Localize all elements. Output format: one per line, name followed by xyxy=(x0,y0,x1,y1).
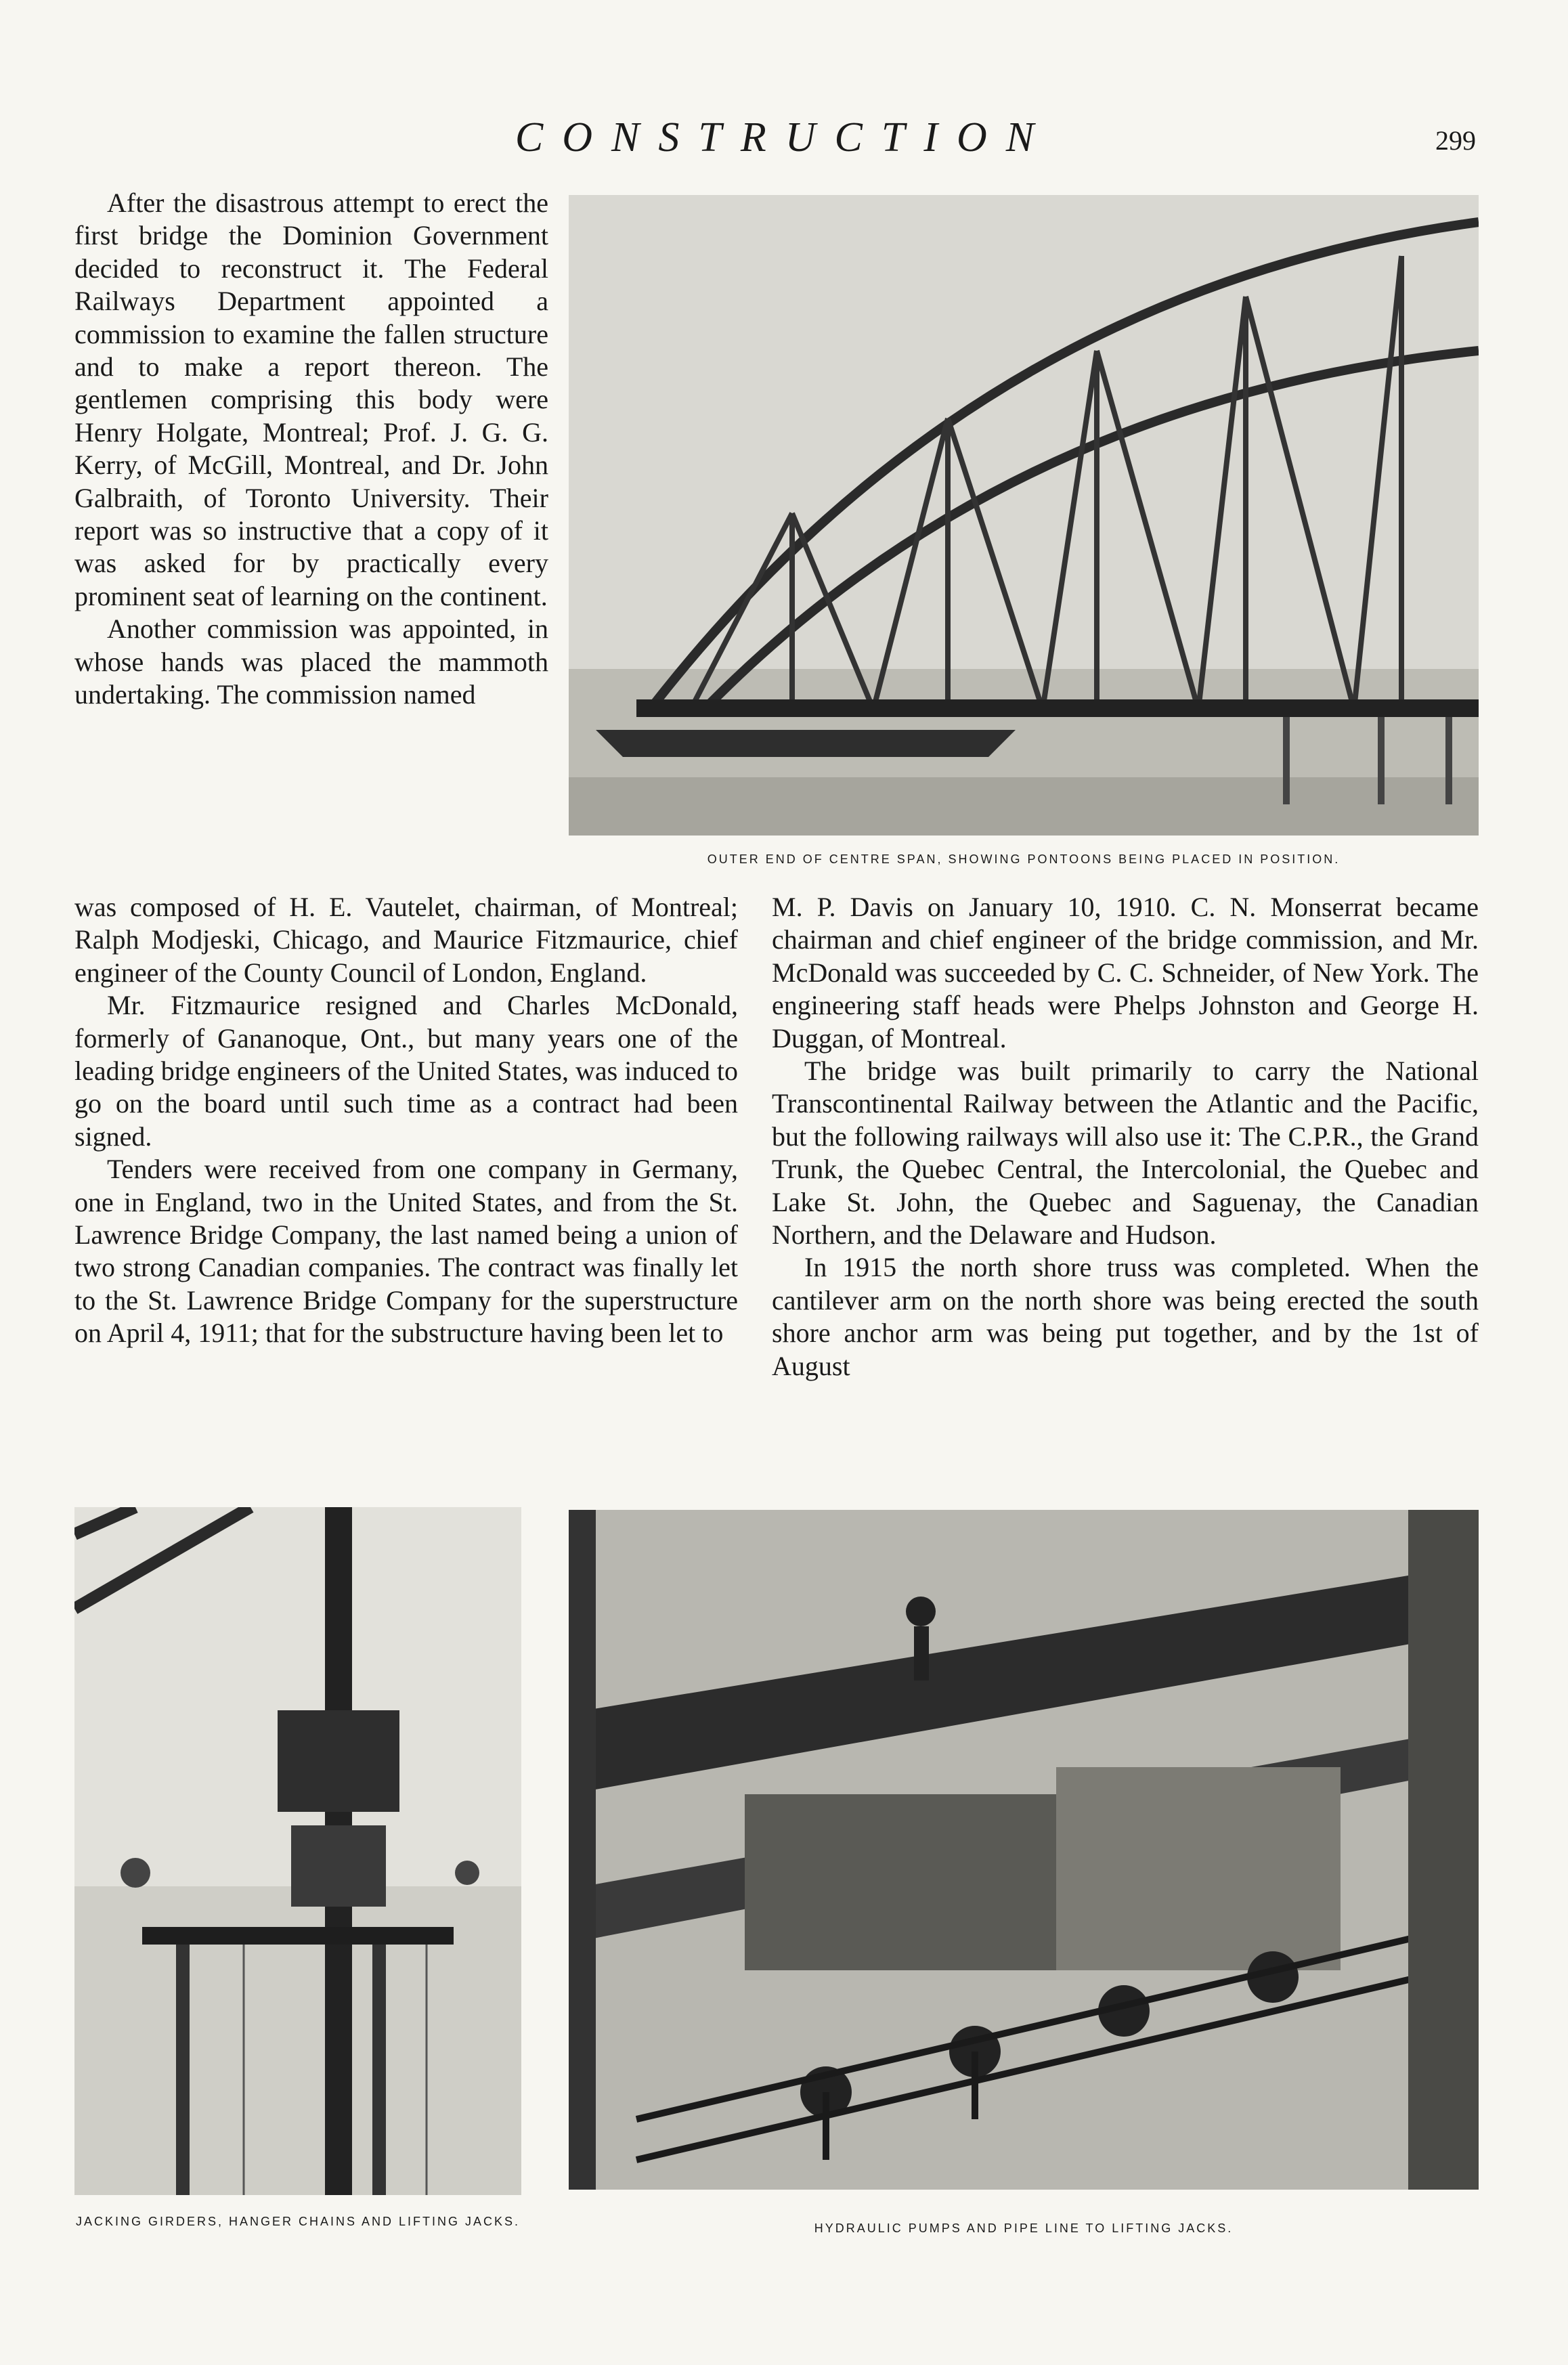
paragraph: Tenders were received from one company in Germany, one in England, two in the United States, and from the St. Lawrence Bridge Company, the last named being a union of two strong Canadian companies. The contract was finally let to the St. Lawrence Bridge Company for the superstructure on April 4, 1911; that for the substructure having been let to xyxy=(74,1154,738,1349)
paragraph: Mr. Fitzmaurice resigned and Charles McDonald, formerly of Gananoque, Ont., but many years one of the leading bridge engineers of the United States, was induced to go on the board until such time as a contract had been signed. xyxy=(74,990,738,1152)
running-header: CONSTRUCTION xyxy=(515,114,1053,160)
photo-jacking-girders xyxy=(74,1507,521,2195)
paragraph: M. P. Davis on January 10, 1910. C. N. Monserrat became chairman and chief engineer of the bridge commission, and Mr. McDonald was succeeded by C. C. Schneider, of New York. The engineering staff heads were Phelps Johnston and George H. Duggan, of Montreal. xyxy=(772,892,1479,1054)
column-left-top xyxy=(74,187,548,712)
paragraph: After the disastrous attempt to erect the first bridge the Dominion Government decided to reconstruct it. The Federal Railways Department appointed a commission to examine the fallen structure and to make a report thereon. The gentlemen comprising this body were Henry Holgate, Montreal; Prof. J. G. G. Kerry, of McGill, Montreal, and Dr. John Galbraith, of Toronto University. Their report was so instructive that a copy of it was asked for by practically every prominent seat of learning on the continent. xyxy=(74,188,548,611)
column-right xyxy=(772,891,1479,1383)
paragraph: Another commission was appointed, in whose hands was placed the mammoth undertaking. The commission named xyxy=(74,613,548,710)
column-left-bottom xyxy=(74,891,738,1350)
paragraph: In 1915 the north shore truss was completed. When the cantilever arm on the north shore was being erected the south shore anchor arm was being put together, and by the 1st of August xyxy=(772,1252,1479,1381)
paragraph: was composed of H. E. Vautelet, chairman, of Montreal; Ralph Modjeski, Chicago, and Maurice Fitzmaurice, chief engineer of the County Council of London, England. xyxy=(74,892,738,988)
paragraph: The bridge was built primarily to carry the National Transcontinental Railway between the Atlantic and the Pacific, but the following railways will also use it: The C.P.R., the Grand Trunk, the Quebec Central, the Intercolonial, the Quebec and Lake St. John, the Quebec and Saguenay, the Canadian Northern, and the Delaware and Hudson. xyxy=(772,1056,1479,1251)
photo-centre-span xyxy=(569,195,1479,836)
photo-hydraulic-pumps xyxy=(569,1510,1479,2190)
page-number: 299 xyxy=(1435,125,1476,156)
caption-top: OUTER END OF CENTRE SPAN, SHOWING PONTOONS BEING PLACED IN POSITION. xyxy=(707,852,1341,866)
caption-bottom-right: HYDRAULIC PUMPS AND PIPE LINE TO LIFTING JACKS. xyxy=(814,2221,1234,2235)
caption-bottom-left: JACKING GIRDERS, HANGER CHAINS AND LIFTING JACKS. xyxy=(75,2215,521,2228)
